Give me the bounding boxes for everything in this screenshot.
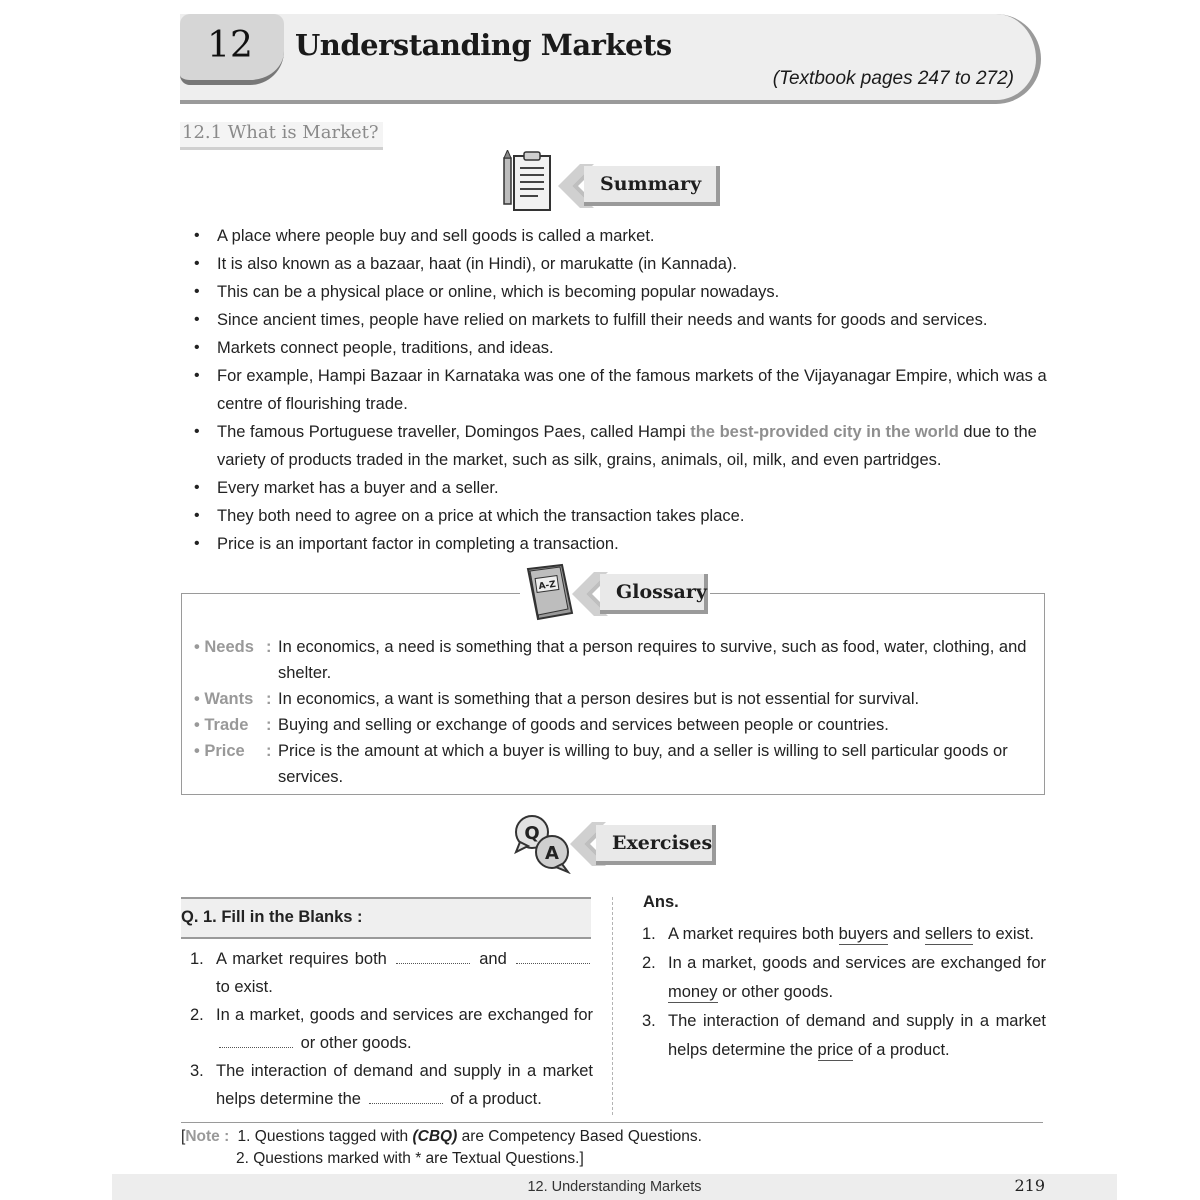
note-text: Questions tagged with (254, 1128, 409, 1145)
answer-item (642, 920, 1046, 949)
answer-word: sellers (924, 925, 973, 943)
answer-word: buyers (838, 925, 889, 943)
question-number: 3. (190, 1062, 204, 1080)
summary-bullet: • They both need to agree on a price at which the transaction takes place. (192, 502, 1052, 530)
blank (516, 949, 590, 964)
clipboard-pen-icon (500, 150, 560, 214)
answer-item (642, 1007, 1046, 1065)
answer-word: price (817, 1041, 854, 1059)
summary-bullet: • Price is an important factor in completing a transaction. (192, 530, 1052, 558)
answer-text: The interaction of demand and supply in a market helps determine the (668, 1012, 1046, 1059)
question-number: 1. (190, 950, 204, 968)
glossary-definition: Price is the amount at which a buyer is willing to buy, and a seller is willing to sell particular goods or services. (278, 742, 1008, 786)
note-line-2 (236, 1150, 584, 1168)
summary-list (192, 222, 1052, 558)
column-divider (612, 897, 613, 1115)
book-icon-text: A-Z (538, 579, 557, 593)
blank (396, 949, 470, 964)
summary-bullet (192, 418, 1052, 474)
summary-bullet: • A place where people buy and sell goods is called a market. (192, 222, 1052, 250)
chapter-header (180, 14, 1042, 106)
note-label: Note : (185, 1128, 230, 1145)
bullet-text: due to the variety of products traded in the market, such as silk, grains, animals, oil, milk, and even partridges. (217, 423, 1037, 469)
section-heading: 12.1 What is Market? (180, 122, 383, 150)
note-number: 2. (236, 1150, 249, 1167)
glossary-colon: : (266, 716, 272, 734)
summary-bullet: • Every market has a buyer and a seller. (192, 474, 1052, 502)
glossary-colon: : (266, 690, 272, 708)
glossary-term: • Needs (194, 638, 254, 656)
book-az-icon (522, 563, 578, 623)
q-letter: Q (524, 823, 540, 844)
highlighted-phrase: the best-provided city in the world (690, 423, 959, 441)
answer-text: or other goods. (722, 983, 834, 1001)
answer-text: In a market, goods and services are exchanged for (668, 954, 1046, 972)
answer-text: of a product. (857, 1041, 950, 1059)
summary-bullet: • Since ancient times, people have relied on markets to fulfill their needs and wants for goods and services. (192, 306, 1052, 334)
question-heading: Q. 1. Fill in the Blanks : (181, 908, 363, 926)
footer-title: 12. Understanding Markets (527, 1179, 702, 1195)
question-heading-bar (181, 897, 591, 939)
glossary-colon: : (266, 742, 272, 760)
note-open-bracket: [ (181, 1128, 186, 1145)
answer-item (642, 949, 1046, 1007)
note-divider (181, 1122, 1043, 1123)
answers-label: Ans. (643, 893, 679, 911)
note-text: are Competency Based Questions. (461, 1128, 702, 1145)
answer-list (642, 920, 1046, 1065)
note-text: Questions marked with * are Textual Questions.] (253, 1150, 584, 1167)
question-text: and (479, 950, 507, 968)
a-letter: A (545, 843, 559, 864)
note-line-1 (181, 1128, 702, 1146)
note-number: 1. (237, 1128, 251, 1145)
answer-number: 1. (642, 925, 656, 943)
page-number: 219 (1014, 1176, 1045, 1195)
glossary-definition: Buying and selling or exchange of goods and services between people or countries. (278, 716, 889, 734)
chapter-number: 12 (207, 25, 253, 66)
question-item (190, 945, 593, 1001)
chapter-number-box (180, 14, 284, 85)
blank (369, 1089, 443, 1104)
glossary-definition: In economics, a want is something that a person desires but is not essential for survival. (278, 690, 920, 708)
qa-bubbles-icon (512, 812, 576, 874)
question-text: In a market, goods and services are exchanged for (216, 1006, 593, 1024)
question-number: 2. (190, 1006, 204, 1024)
summary-bullet: • It is also known as a bazaar, haat (in Hindi), or marukatte (in Kannada). (192, 250, 1052, 278)
question-item (190, 1057, 593, 1113)
summary-bullet: • This can be a physical place or online, which is becoming popular nowadays. (192, 278, 1052, 306)
glossary-term: • Wants (194, 690, 254, 708)
question-text: The interaction of demand and supply in a market helps determine the (216, 1062, 593, 1108)
glossary-term: • Price (194, 742, 245, 760)
textbook-pages: (Textbook pages 247 to 272) (772, 68, 1014, 89)
question-text: to exist. (216, 978, 273, 996)
cbq-tag: (CBQ) (412, 1128, 458, 1145)
answer-number: 2. (642, 954, 656, 972)
blank (219, 1033, 293, 1048)
glossary-colon: : (266, 638, 272, 656)
exercises-tab (512, 812, 712, 874)
glossary-tab-label: Glossary (600, 574, 708, 614)
answer-text: A market requires both (668, 925, 834, 943)
summary-bullet: • For example, Hampi Bazaar in Karnataka was one of the famous markets of the Vijayanagar Empire, which was a centre of flourishing trade. (192, 362, 1052, 418)
question-item (190, 1001, 593, 1057)
bullet-text: The famous Portuguese traveller, Domingos Paes, called Hampi (217, 423, 691, 441)
answer-number: 3. (642, 1012, 656, 1030)
question-text: A market requires both (216, 950, 387, 968)
glossary-term: • Trade (194, 716, 249, 734)
glossary-definition: In economics, a need is something that a person requires to survive, such as food, water, clothing, and shelter. (278, 638, 1027, 682)
question-text: of a product. (450, 1090, 542, 1108)
answer-text: to exist. (977, 925, 1034, 943)
question-text: or other goods. (300, 1034, 412, 1052)
question-list (190, 945, 593, 1113)
glossary-tab (520, 563, 710, 625)
summary-tab (500, 150, 720, 214)
answer-word: money (668, 983, 718, 1001)
chapter-title: Understanding Markets (295, 28, 672, 62)
summary-tab-label: Summary (584, 166, 720, 206)
page-footer (112, 1174, 1117, 1200)
summary-bullet: • Markets connect people, traditions, and ideas. (192, 334, 1052, 362)
answer-text: and (892, 925, 921, 943)
exercises-tab-label: Exercises (596, 825, 716, 865)
